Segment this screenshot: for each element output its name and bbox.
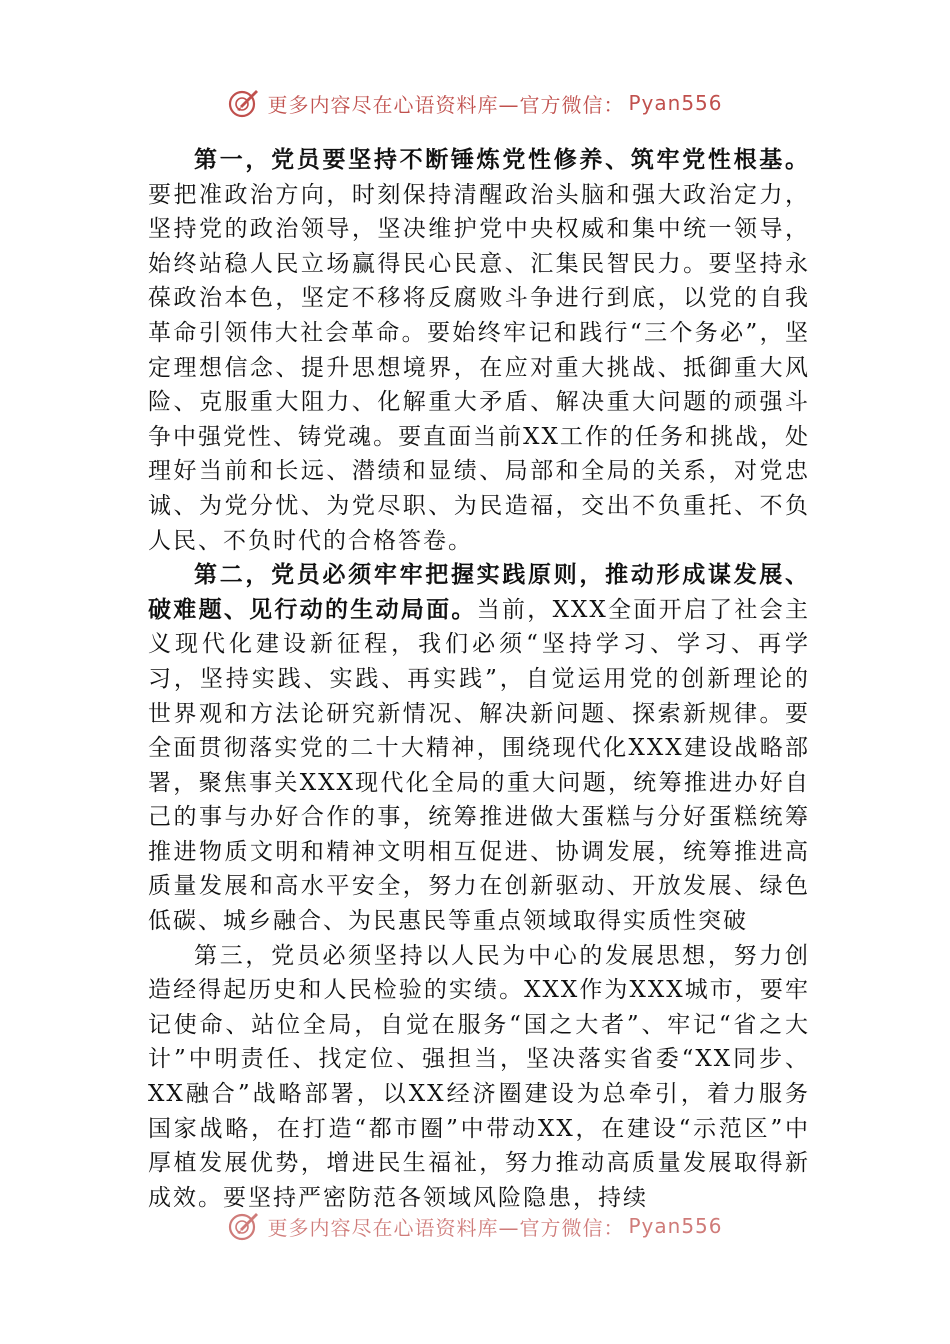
document-body <box>148 143 810 1215</box>
paragraph-2-body: 当前，XXX全面开启了社会主义现代化建设新征程，我们必须“坚持学习、学习、再学习，坚持实践、实践、再实践”，自觉运用党的创新理论的世界观和方法论研究新情况、解决新问题、探索新规律。要全面贯彻落实党的二十大精神，围绕现代化XXX建设战略部署，聚焦事关XXX现代化全局的重大问题，统筹推进办好自己的事与办好合作的事，统筹推进做大蛋糕与分好蛋糕统筹推进物质文明和精神文明相互促进、协调发展，统筹推进高质量发展和高水平安全，努力在创新驱动、开放发展、绿色低碳、城乡融合、为民惠民等重点领域取得实质性突破 <box>148 596 811 935</box>
footer-banner-text: 更多内容尽在心语资料库—官方微信： <box>267 1215 625 1240</box>
pen-logo-icon <box>227 86 261 120</box>
footer-wechat-id: Pyan556 <box>628 1214 723 1238</box>
pen-logo-icon <box>227 1209 261 1243</box>
footer-watermark-banner <box>0 1206 950 1246</box>
header-wechat-id: Pyan556 <box>628 91 723 115</box>
paragraph-1-body: 要把准政治方向，时刻保持清醒政治头脑和强大政治定力，坚持党的政治领导，坚决维护党中央权威和集中统一领导，始终站稳人民立场赢得民心民意、汇集民智民力。要坚持永葆政治本色，坚定不移将反腐败斗争进行到底，以党的自我革命引领伟大社会革命。要始终牢记和践行“三个务必”，坚定理想信念、提升思想境界，在应对重大挑战、抵御重大风险、克服重大阻力、化解重大矛盾、解决重大问题的顽强斗争中强党性、铸党魂。要直面当前XX工作的任务和挑战，处理好当前和长远、潜绩和显绩、局部和全局的关系，对党忠诚、为党分忧、为党尽职、为民造福，交出不负重托、不负人民、不负时代的合格答卷。 <box>148 181 810 554</box>
header-banner-text: 更多内容尽在心语资料库—官方微信： <box>267 92 625 117</box>
paragraph-1-lead: 第一，党员要坚持不断锤炼党性修养、筑牢党性根基。 <box>194 146 810 173</box>
paragraph-2 <box>148 558 810 939</box>
paragraph-1 <box>148 143 810 558</box>
paragraph-3 <box>148 939 810 1216</box>
paragraph-2-lead: 第二，党员必须牢牢把握实践原则，推动形成谋发展、破难题、见行动的生动局面。 <box>148 561 810 623</box>
header-watermark-banner <box>0 83 950 123</box>
paragraph-3-body: 第三，党员必须坚持以人民为中心的发展思想，努力创造经得起历史和人民检验的实绩。XXX作为XXX城市，要牢记使命、站位全局，自觉在服务“国之大者”、牢记“省之大计”中明责任、找定位、强担当，坚决落实省委“XX同步、XX融合”战略部署，以XX经济圈建设为总牵引，着力服务国家战略，在打造“都市圈”中带动XX，在建设“示范区”中厚植发展优势，增进民生福祉，努力推动高质量发展取得新成效。要坚持严密防范各领域风险隐患，持续 <box>148 942 810 1211</box>
